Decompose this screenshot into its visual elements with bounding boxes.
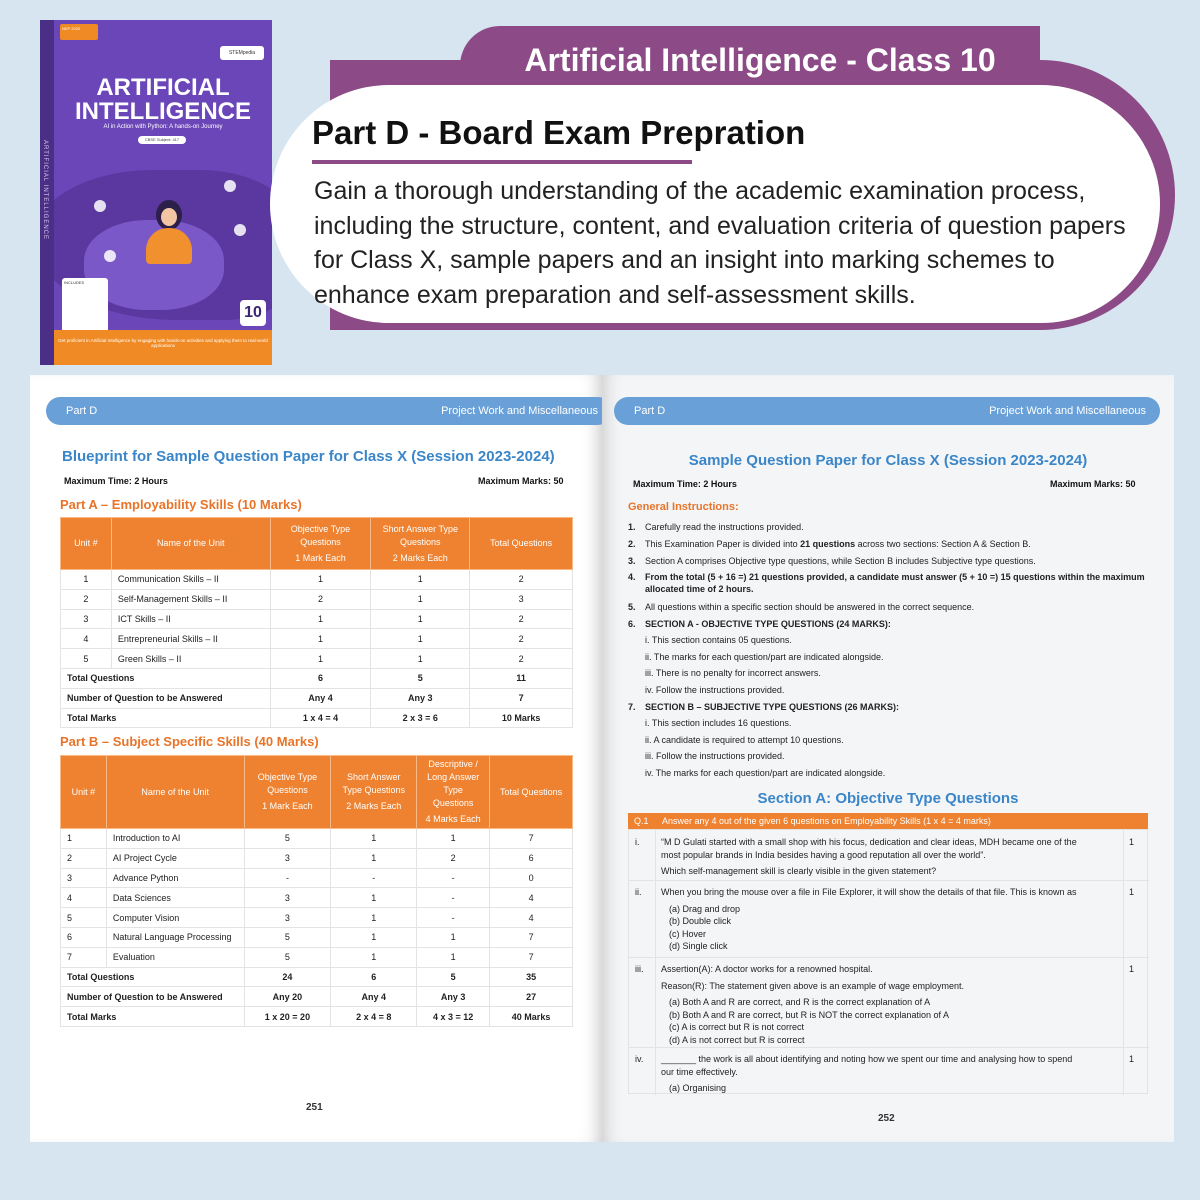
robot-icon: [224, 180, 236, 192]
total-row: Total Questions 24 6 5 35: [61, 967, 573, 987]
cover-footer: Get proficient in Artificial Intelligence by engaging with hands-on activities and applying them to real-world applications: [54, 330, 272, 365]
header-left: Part D: [634, 405, 666, 417]
part-a-title: Part A – Employability Skills (10 Marks): [60, 497, 302, 512]
nep-badge: NEP 2020: [60, 24, 98, 40]
book-front: [54, 20, 272, 365]
page-header: [46, 397, 612, 425]
question-mark: 1: [1129, 887, 1135, 897]
table-row: 1 Communication Skills – II 1 1 2: [61, 570, 573, 590]
gear-icon: [234, 224, 246, 236]
col-long-answer: Descriptive / Long Answer Type Questions 4 Marks Each: [417, 756, 490, 829]
table-row: 6 Natural Language Processing 5 1 1 7: [61, 927, 573, 947]
right-page: Part D Project Work and Miscellaneous Sample Question Paper for Class X (Session 2023-2024) Maximum Time: 2 Hours Maximum Marks: 50 General Instructions: 1. Carefully read the instructions provided. 2. This Examination Paper is divided into 21 questions across two sections: Section A & Section B. 3. Section A comprises Objective type questions, while Section B includes Subjective type questions. 4. From the total (5 + 16 =) 21 questions provided, a candidate must answer (5 + 10 =) 15 questions within the maximum allocated time of 2 hours. 5. All questions within a specific section should be answered in the correct sequence. 6. SECTION A - OBJECTIVE TYPE QUESTIONS (24 MARKS): i. This section contains 05 questions. ii. The marks for each question/part are indicated alongside. iii. There is no penalty for incorrect answers. iv. Follow the instructions provided. 7. SECTION B – SUBJECTIVE TYPE QUESTIONS (26 MARKS): i. This section includes 16 questions. ii. A candidate is required to attempt 10 questions. iii. Follow the instructions provided. iv. The marks for each question/part are indicated alongside. Section A: Objective Type Questions Q.1 Answer any 4 out of the given 6 questions on Employability Skills (1 x 4 = 4 marks) i. “M D Gulati started with a small shop with his focus, dedication and clear ideas, MDH became one of the most popular brands in India besides having a good reputation all over the world”. Which self-management skill is clearly visible in the given statement? 1 ii. When you bring the mouse over a file in File Explorer, it will show the details of that file. This is known as (a) Drag and drop (b) Double click (c) Hover (d) Single click 1 iii. Assertion(A): A doctor works for a renowned hospital. Reason(R): The statement given above is an example of wage employment. (a) Both A and R are correct, and R is the correct explanation of A (b) Both A and R are correct, but R is NOT the correct explanation of A (c) A is correct but R is not correct (d) A is not correct but R is correct 1 iv. _______ the work is all about identifying and noting how we spent our time and analysing how to spend our time effectively. (a) Organising 1 252: [602, 375, 1174, 1142]
total-row: Number of Question to be Answered Any 4 Any 3 7: [61, 688, 573, 708]
total-row: Total Marks 1 x 20 = 20 2 x 4 = 8 4 x 3 = 12 40 Marks: [61, 1007, 573, 1027]
part-b-title: Part B – Subject Specific Skills (40 Marks): [60, 734, 319, 749]
table-row: 5 Computer Vision 3 1 - 4: [61, 908, 573, 928]
col-objective: Objective Type Questions 1 Mark Each: [270, 518, 371, 570]
sub-instruction: iv. The marks for each question/part are indicated alongside.: [645, 768, 886, 778]
sub-instruction: i. This section includes 16 questions.: [645, 718, 792, 728]
question-mark: 1: [1129, 837, 1135, 847]
col-total: Total Questions: [470, 518, 573, 570]
left-page: [30, 375, 602, 1142]
question-text: “M D Gulati started with a small shop with his focus, dedication and clear ideas, MDH became one of the most popular brands in India besides having a good reputation all over the world”. Which self-management skill is clearly visible in the given statement?: [661, 837, 1077, 876]
part-title: Part D - Board Exam Prepration: [312, 114, 806, 151]
title-underline: [312, 160, 692, 164]
table-row: 3 Advance Python - - - 0: [61, 868, 573, 888]
total-row: Total Marks 1 x 4 = 4 2 x 3 = 6 10 Marks: [61, 708, 573, 728]
header-left: Part D: [66, 405, 98, 417]
book-subtitle: AI in Action with Python: A hands-on Journey: [103, 124, 223, 130]
sub-instruction: ii. A candidate is required to attempt 10 questions.: [645, 735, 844, 745]
part-b-table: [60, 755, 573, 1027]
col-total: Total Questions: [490, 756, 573, 829]
question-number: iii.: [635, 964, 644, 974]
graph-icon: [104, 250, 116, 262]
question-number: ii.: [635, 887, 642, 897]
table-row: 2 AI Project Cycle 3 1 2 6: [61, 848, 573, 868]
question-text: When you bring the mouse over a file in File Explorer, it will show the details of that file. This is known as (a) Drag and drop (b) Double click (c) Hover (d) Single click: [661, 887, 1077, 951]
subject-tag: CBSE Subject: 417: [138, 136, 186, 144]
page-number: 252: [878, 1113, 895, 1124]
book-cover: [40, 20, 272, 365]
col-short-answer: Short Answer Type Questions 2 Marks Each: [331, 756, 417, 829]
col-unit-name: Name of the Unit: [111, 518, 270, 570]
sub-instruction: iv. Follow the instructions provided.: [645, 685, 785, 695]
max-marks: Maximum Marks: 50: [1050, 479, 1136, 489]
includes-box: INCLUDES: [62, 278, 108, 332]
book-spine: [40, 20, 54, 365]
table-row: 1 Introduction to AI 5 1 1 7: [61, 829, 573, 849]
part-a-table: [60, 517, 573, 728]
blueprint-title: Blueprint for Sample Question Paper for Class X (Session 2023-2024): [62, 448, 555, 465]
question-mark: 1: [1129, 964, 1135, 974]
total-row: Total Questions 6 5 11: [61, 668, 573, 688]
col-unit-name: Name of the Unit: [106, 756, 244, 829]
total-row: Number of Question to be Answered Any 20 Any 4 Any 3 27: [61, 987, 573, 1007]
banner-title: Artificial Intelligence - Class 10: [524, 42, 996, 78]
col-unit: Unit #: [61, 756, 107, 829]
sub-instruction: iii. Follow the instructions provided.: [645, 751, 785, 761]
table-row: 2 Self-Management Skills – II 2 1 3: [61, 589, 573, 609]
table-row: 4 Entrepreneurial Skills – II 1 1 2: [61, 629, 573, 649]
col-unit: Unit #: [61, 518, 112, 570]
class-number: 10: [240, 300, 266, 326]
col-short-answer: Short Answer Type Questions 2 Marks Each: [371, 518, 470, 570]
sub-instruction: ii. The marks for each question/part are indicated alongside.: [645, 652, 884, 662]
chart-icon: [94, 200, 106, 212]
spine-text: ARTIFICIAL INTELLIGENCE: [42, 140, 48, 241]
general-instructions-title: General Instructions:: [628, 501, 739, 513]
person-illustration: [142, 200, 196, 264]
book-title-line2: INTELLIGENCE: [74, 98, 251, 125]
question-header: Q.1 Answer any 4 out of the given 6 questions on Employability Skills (1 x 4 = 4 marks): [628, 813, 1148, 829]
question-number: i.: [635, 837, 640, 847]
sample-paper-title: Sample Question Paper for Class X (Session 2023-2024): [688, 452, 1088, 469]
section-a-title: Section A: Objective Type Questions: [757, 790, 1019, 807]
max-time: Maximum Time: 2 Hours: [64, 476, 168, 486]
max-time: Maximum Time: 2 Hours: [633, 479, 737, 489]
question-text: Assertion(A): A doctor works for a renowned hospital. Reason(R): The statement given above is an example of wage employment. (a) Both A and R are correct, and R is the correct explanation of A (b) Both A and R are correct, but R is NOT the correct explanation of A (c) A is correct but R is not correct (d) A is not correct but R is correct: [661, 964, 964, 1045]
book-title-line1: ARTIFICIAL: [96, 74, 230, 101]
question-text: _______ the work is all about identifying and noting how we spent our time and analysing how to spend our time effectively. (a) Organising: [661, 1054, 1073, 1093]
question-mark: 1: [1129, 1054, 1135, 1064]
header-right: Project Work and Miscellaneous: [441, 405, 598, 417]
question-number: iv.: [635, 1054, 644, 1064]
header-right: Project Work and Miscellaneous: [989, 405, 1146, 417]
publisher-logo: STEMpedia: [220, 46, 264, 60]
table-row: 4 Data Sciences 3 1 - 4: [61, 888, 573, 908]
question-box: [628, 829, 1148, 1094]
table-row: 7 Evaluation 5 1 1 7: [61, 947, 573, 967]
sub-instruction: i. This section contains 05 questions.: [645, 635, 792, 645]
col-objective: Objective Type Questions 1 Mark Each: [244, 756, 331, 829]
page-number: 251: [306, 1102, 323, 1113]
table-row: 3 ICT Skills – II 1 1 2: [61, 609, 573, 629]
part-description: Gain a thorough understanding of the academic examination process, including the structure, content, and evaluation criteria of question papers for Class X, sample papers and an insight into marking schemes to enhance exam preparation and self-assessment skills.: [314, 177, 1126, 309]
max-marks: Maximum Marks: 50: [478, 476, 564, 486]
sub-instruction: iii. There is no penalty for incorrect answers.: [645, 668, 821, 678]
page-header: [614, 397, 1160, 425]
table-row: 5 Green Skills – II 1 1 2: [61, 649, 573, 669]
